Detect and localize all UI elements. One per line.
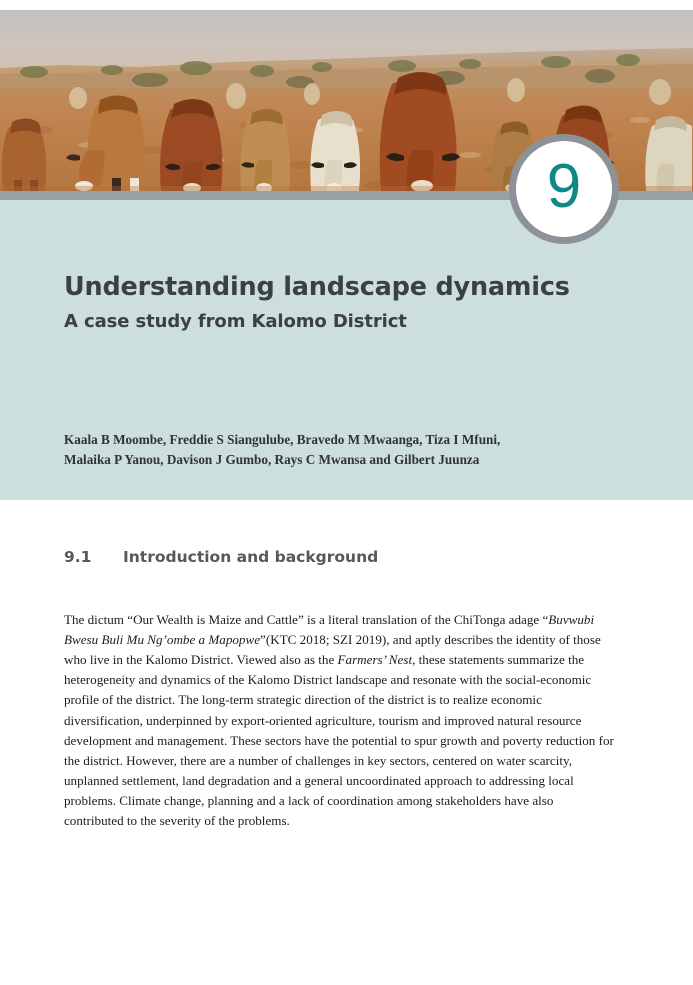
- chitonga-adage-italic: Buvwubi Bwesu Buli Mu Ng’ombe a Mapopwe: [64, 612, 595, 648]
- paragraph-part-2: ”(KTC 2018; SZI 2019), and aptly describes the identity of those who live in the Kalomo District. Viewed also as the: [64, 632, 601, 668]
- chapter-number: 9: [546, 152, 582, 221]
- section-number: 9.1: [64, 548, 92, 566]
- paragraph-part-1: The dictum “Our Wealth is Maize and Cattle” is a literal translation of the ChiTonga adage “: [64, 612, 549, 628]
- author-line-1: Kaala B Moombe, Freddie S Siangulube, Bravedo M Mwaanga, Tiza I Mfuni,: [64, 432, 501, 447]
- introduction-paragraph: [64, 610, 614, 831]
- farmers-nest-italic: Farmers’ Nest: [337, 652, 413, 668]
- section-heading-label: Introduction and background: [123, 548, 379, 566]
- section-heading: [64, 548, 378, 566]
- chapter-subtitle: A case study from Kalomo District: [64, 311, 407, 332]
- chapter-title: Understanding landscape dynamics: [64, 272, 570, 302]
- author-list: [64, 430, 604, 471]
- chapter-number-badge: [509, 134, 619, 244]
- paragraph-part-3: , these statements summarize the heterogeneity and dynamics of the Kalomo District landscape and resonate with the social-economic profile of the district. The long-term strategic direction of the district is to realize economic diversification, underpinned by export-oriented agriculture, tourism and improved natural resource development and management. These sectors have the potential to spur growth and poverty reduction for the district. However, there are a number of challenges in key sectors, centered on water scarcity, unplanned settlement, land degradation and a general uncoordinated approach to addressing local problems. Climate change, planning and a lack of coordination among stakeholders have also contributed to the severity of the problems.: [64, 652, 614, 829]
- author-line-2: Malaika P Yanou, Davison J Gumbo, Rays C Mwansa and Gilbert Juunza: [64, 452, 480, 468]
